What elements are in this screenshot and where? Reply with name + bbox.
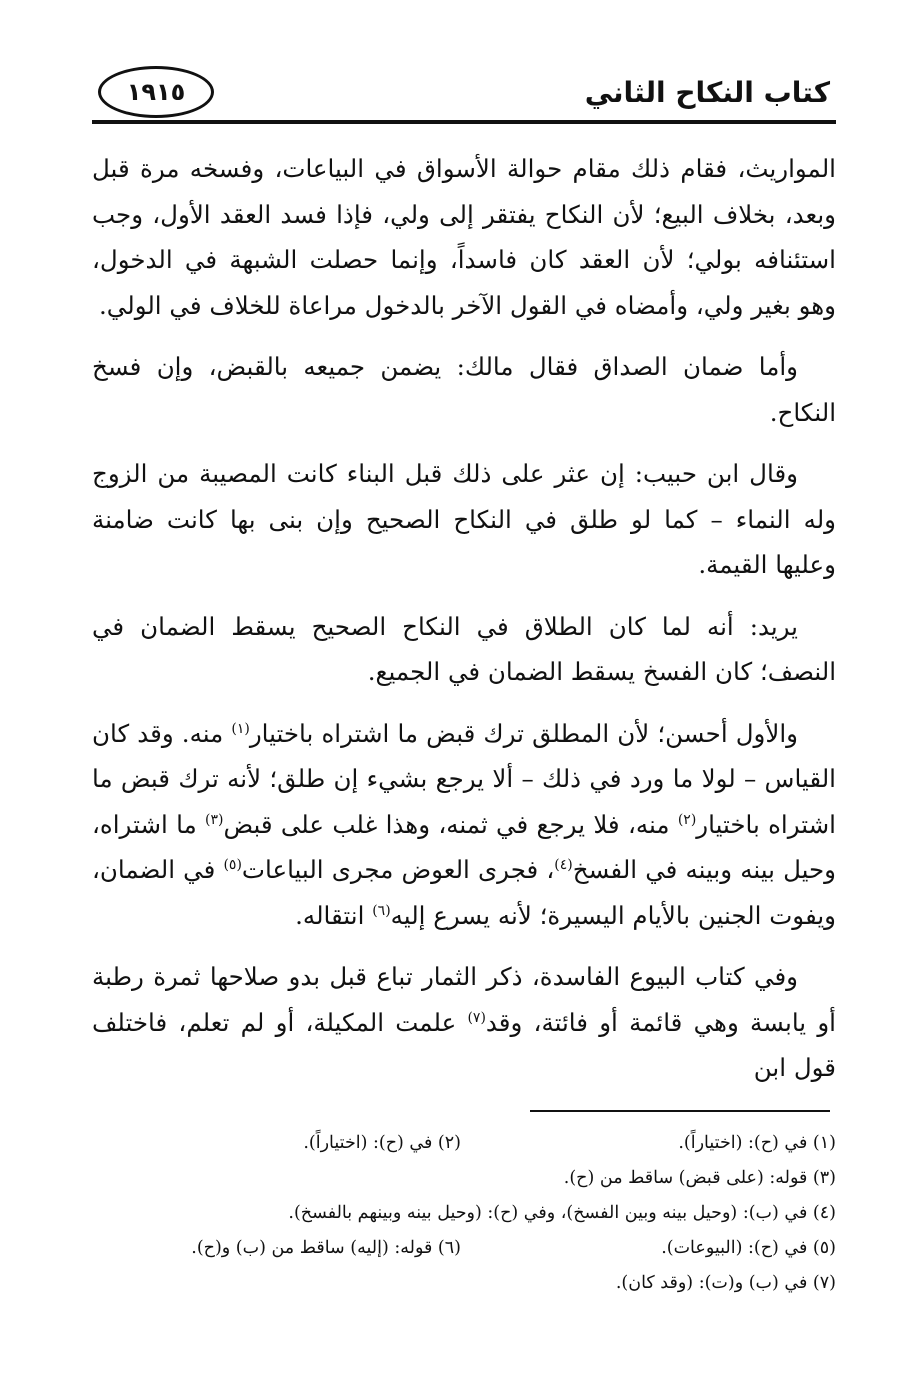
footnote-row [92, 1196, 836, 1231]
paragraph-text: ، فجرى العوض مجرى البياعات [241, 855, 555, 884]
footnote-divider [530, 1110, 830, 1112]
paragraph-text: وفي كتاب البيوع الفاسدة، ذكر الثمار تباع قبل بدو صلاحها ثمرة رطبة أو يابسة وهي قائمة أو فائتة، وقد [92, 962, 836, 1037]
footnote-marker: (٤) [554, 856, 573, 873]
footnote-marker: (٥) [223, 856, 242, 873]
footnote-item: (٤) في (ب): (وحيل بينه وبين الفسخ)، وفي (ح): (وحيل بينه وبينهم بالفسخ). [288, 1203, 836, 1223]
footnote-row [92, 1266, 836, 1301]
footnote-row [92, 1161, 836, 1196]
header-divider [92, 120, 836, 124]
page-number-badge [98, 66, 214, 118]
footnote-marker: (٣) [205, 811, 224, 828]
footnote-item: (١) في (ح): (اختياراً). [678, 1133, 836, 1153]
book-title: كتاب النكاح الثاني [584, 76, 830, 109]
footnote-marker: (٢) [677, 811, 697, 828]
page-header [92, 62, 836, 122]
footnote-item: (٥) في (ح): (البيوعات). [661, 1238, 836, 1258]
paragraph-text: في الضمان، ويفوت الجنين بالأيام اليسيرة؛ لأنه يسرع إليه [92, 855, 836, 930]
paragraph-text: علمت المكيلة، أو لم تعلم، فاختلف قول ابن [92, 1007, 836, 1082]
footnote-row [92, 1231, 836, 1266]
footnote-marker: (٦) [372, 902, 391, 919]
page-number: ١٩١٥ [126, 78, 186, 106]
paragraph-text: وأما ضمان الصداق فقال مالك: يضمن جميعه بالقبض، وإن فسخ النكاح. [92, 352, 836, 427]
footnote-marker: (٧) [467, 1009, 486, 1026]
footnote-item: (٦) قوله: (إليه) ساقط من (ب) و(ح). [191, 1238, 461, 1258]
paragraph-text: والأول أحسن؛ لأن المطلق ترك قبض ما اشتراه باختيار [249, 718, 798, 748]
footnotes [92, 1126, 836, 1301]
paragraph [92, 604, 836, 695]
paragraph [92, 954, 836, 1091]
paragraph-text: منه، فلا يرجع في ثمنه، وهذا غلب على قبض [223, 809, 678, 839]
paragraph-text: المواريث، فقام ذلك مقام حوالة الأسواق في البياعات، وفسخه مرة قبل وبعد، بخلاف البيع؛ لأن النكاح يفتقر إلى ولي، فإذا فسد العقد الأول، وجب استئنافه بولي؛ لأن العقد كان فاسداً، وإنما حصلت الشبهة في الدخول، وهو بغير ولي، وأمضاه في القول الآخر بالدخول مراعاة للخلاف في الولي. [92, 154, 836, 320]
paragraph [92, 451, 836, 588]
paragraph-text: انتقاله. [295, 900, 373, 930]
main-text [92, 146, 836, 1107]
paragraph-text: وقال ابن حبيب: إن عثر على ذلك قبل البناء كانت المصيبة من الزوج وله النماء – كما لو طلق في النكاح الصحيح وإن بنى بها كانت ضامنة وعليها القيمة. [92, 459, 836, 579]
paragraph [92, 344, 836, 435]
footnote-item: (٣) قوله: (على قبض) ساقط من (ح). [563, 1168, 836, 1188]
paragraph-text: ما اشتراه، وحيل بينه وبينه في الفسخ [92, 809, 836, 884]
paragraph-text: يريد: أنه لما كان الطلاق في النكاح الصحيح يسقط الضمان في النصف؛ كان الفسخ يسقط الضمان في الجميع. [92, 611, 836, 686]
paragraph-text: منه. وقد كان القياس – لولا ما ورد في ذلك – ألا يرجع بشيء إن طلق؛ لأنه ترك قبض ما اشتراه باختيار [92, 718, 836, 839]
footnote-marker: (١) [231, 720, 250, 737]
paragraph [92, 146, 836, 328]
footnote-item: (٧) في (ب) و(ت): (وقد كان). [615, 1273, 836, 1293]
paragraph [92, 711, 836, 939]
footnote-item: (٢) في (ح): (اختياراً). [303, 1133, 461, 1153]
footnote-row [92, 1126, 836, 1161]
